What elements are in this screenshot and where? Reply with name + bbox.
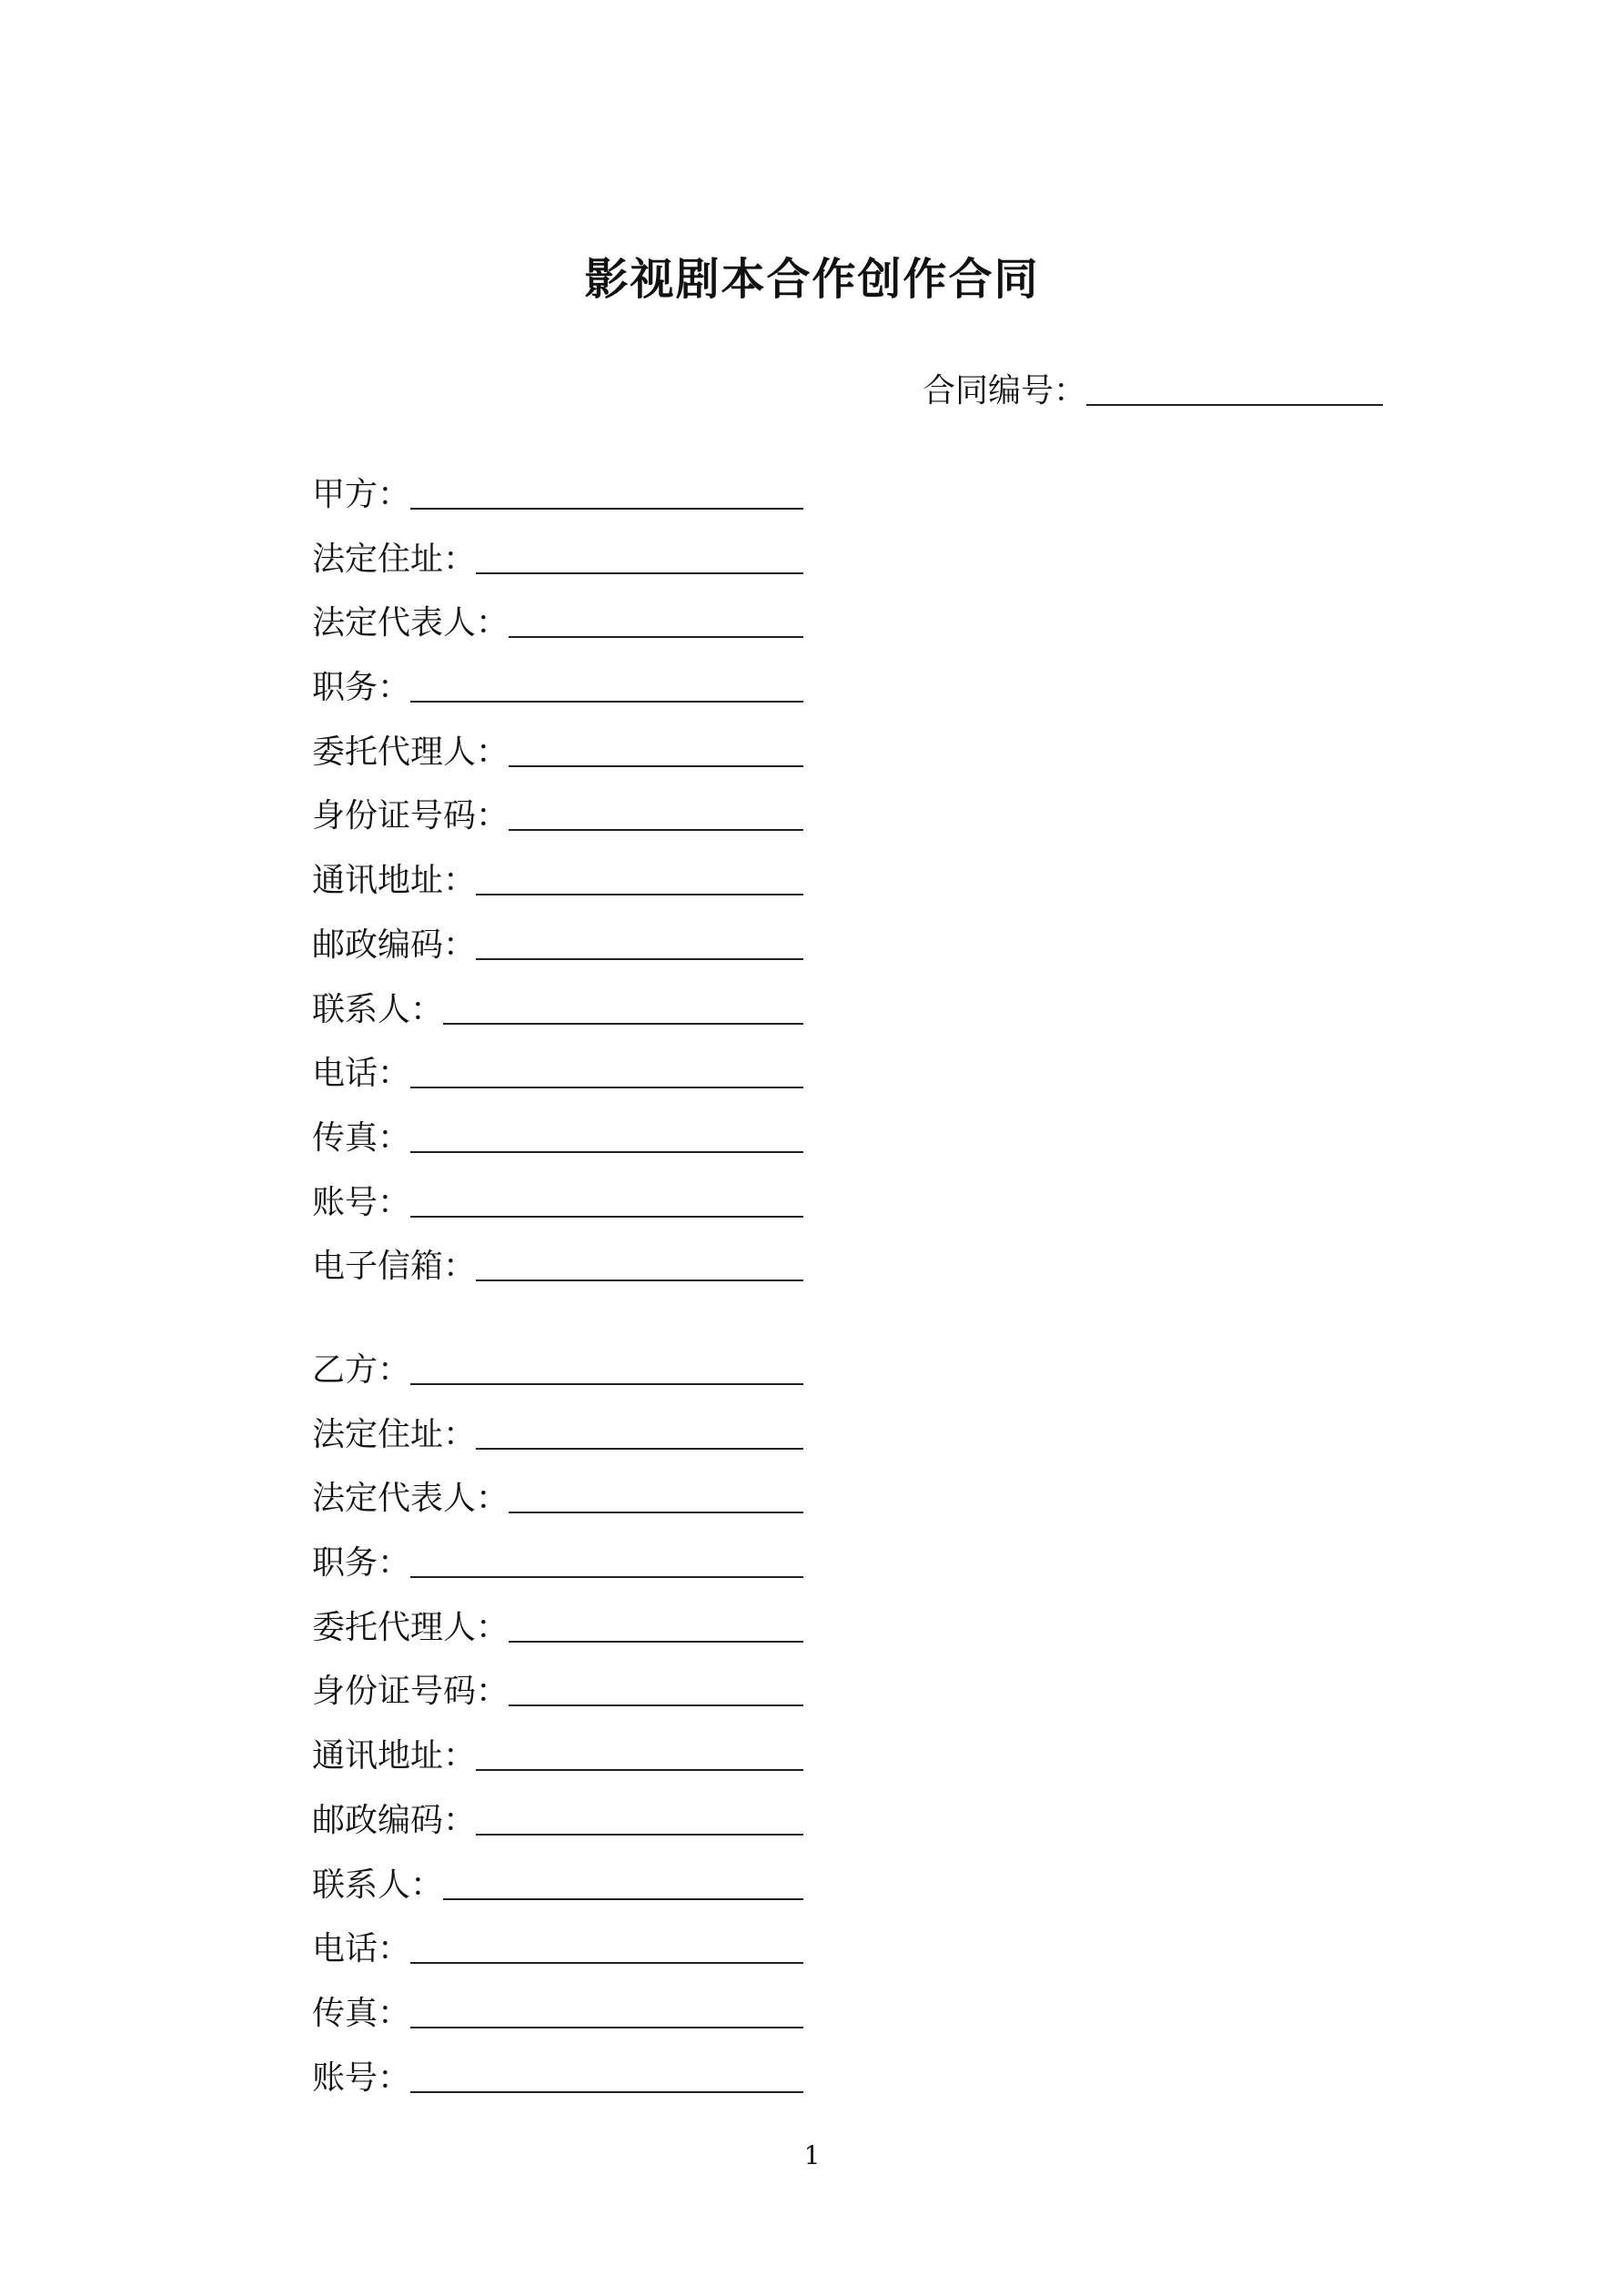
- fill-blank[interactable]: [476, 1806, 803, 1836]
- fill-blank[interactable]: [509, 1613, 803, 1643]
- field-label: 邮政编码：: [312, 1801, 477, 1839]
- party-a-section: [312, 466, 803, 1302]
- party-a-agent-field: [312, 723, 803, 771]
- field-label: 电话：: [312, 1930, 411, 1968]
- party-b-postcode-field: [312, 1792, 803, 1839]
- fill-blank[interactable]: [509, 802, 803, 831]
- party-a-legal-rep-field: [312, 594, 803, 642]
- party-b-phone-field: [312, 1920, 803, 1967]
- fill-blank[interactable]: [410, 1356, 803, 1385]
- field-label: 传真：: [312, 1994, 411, 2032]
- fill-blank[interactable]: [410, 1549, 803, 1578]
- field-label: 电子信箱：: [312, 1248, 477, 1286]
- party-a-phone-field: [312, 1045, 803, 1092]
- party-b-section: [312, 1341, 803, 2113]
- fill-blank[interactable]: [410, 673, 803, 703]
- document-title: 影视剧本合作创作合同: [584, 254, 1040, 305]
- fill-blank[interactable]: [410, 1188, 803, 1218]
- fill-blank[interactable]: [443, 1871, 803, 1900]
- party-a-postcode-field: [312, 916, 803, 964]
- field-label: 传真：: [312, 1118, 411, 1157]
- field-label: 职务：: [312, 669, 411, 707]
- field-label: 电话：: [312, 1055, 411, 1093]
- fill-blank[interactable]: [410, 1124, 803, 1153]
- fill-blank[interactable]: [410, 1059, 803, 1088]
- party-b-mailing-address-field: [312, 1727, 803, 1775]
- contract-number-blank[interactable]: [1086, 377, 1383, 406]
- party-b-name-field: [312, 1341, 803, 1389]
- party-b-contact-field: [312, 1856, 803, 1904]
- field-label: 身份证号码：: [312, 1673, 509, 1711]
- fill-blank[interactable]: [410, 1999, 803, 2028]
- party-a-contact-field: [312, 981, 803, 1028]
- party-b-account-field: [312, 2049, 803, 2097]
- field-label: 委托代理人：: [312, 1608, 509, 1646]
- field-label: 委托代理人：: [312, 733, 509, 771]
- fill-blank[interactable]: [476, 545, 803, 574]
- field-label: 甲方：: [312, 476, 411, 513]
- fill-blank[interactable]: [410, 1935, 803, 1964]
- page-number: 1: [803, 2140, 821, 2170]
- field-label: 乙方：: [312, 1351, 411, 1389]
- field-label: 法定住址：: [312, 1415, 477, 1453]
- fill-blank[interactable]: [476, 866, 803, 895]
- fill-blank[interactable]: [410, 480, 803, 510]
- fill-blank[interactable]: [476, 1742, 803, 1771]
- party-a-name-field: [312, 466, 803, 513]
- contract-number-label: 合同编号：: [923, 372, 1087, 410]
- field-label: 通讯地址：: [312, 1737, 477, 1775]
- field-label: 联系人：: [312, 990, 444, 1028]
- fill-blank[interactable]: [509, 609, 803, 638]
- party-a-account-field: [312, 1174, 803, 1221]
- party-a-position-field: [312, 659, 803, 706]
- field-label: 身份证号码：: [312, 797, 509, 835]
- field-label: 法定代表人：: [312, 1480, 509, 1518]
- field-label: 联系人：: [312, 1866, 444, 1904]
- fill-blank[interactable]: [476, 931, 803, 960]
- party-b-legal-rep-field: [312, 1470, 803, 1517]
- party-a-mailing-address-field: [312, 852, 803, 899]
- party-b-position-field: [312, 1534, 803, 1582]
- party-a-email-field: [312, 1238, 803, 1285]
- field-label: 法定代表人：: [312, 604, 509, 642]
- field-label: 职务：: [312, 1544, 411, 1583]
- field-label: 邮政编码：: [312, 925, 477, 964]
- fill-blank[interactable]: [509, 1677, 803, 1706]
- party-a-fax-field: [312, 1109, 803, 1157]
- field-label: 账号：: [312, 2058, 411, 2097]
- fill-blank[interactable]: [509, 1484, 803, 1513]
- field-label: 法定住址：: [312, 540, 477, 578]
- party-a-address-field: [312, 531, 803, 578]
- fill-blank[interactable]: [476, 1421, 803, 1450]
- party-b-agent-field: [312, 1599, 803, 1646]
- fill-blank[interactable]: [476, 1252, 803, 1281]
- fill-blank[interactable]: [410, 2064, 803, 2093]
- party-b-address-field: [312, 1406, 803, 1453]
- fill-blank[interactable]: [443, 996, 803, 1025]
- party-b-id-number-field: [312, 1663, 803, 1710]
- fill-blank[interactable]: [509, 738, 803, 767]
- party-a-id-number-field: [312, 787, 803, 834]
- field-label: 通讯地址：: [312, 862, 477, 900]
- party-b-fax-field: [312, 1985, 803, 2032]
- field-label: 账号：: [312, 1183, 411, 1221]
- contract-number-field: [923, 362, 1383, 410]
